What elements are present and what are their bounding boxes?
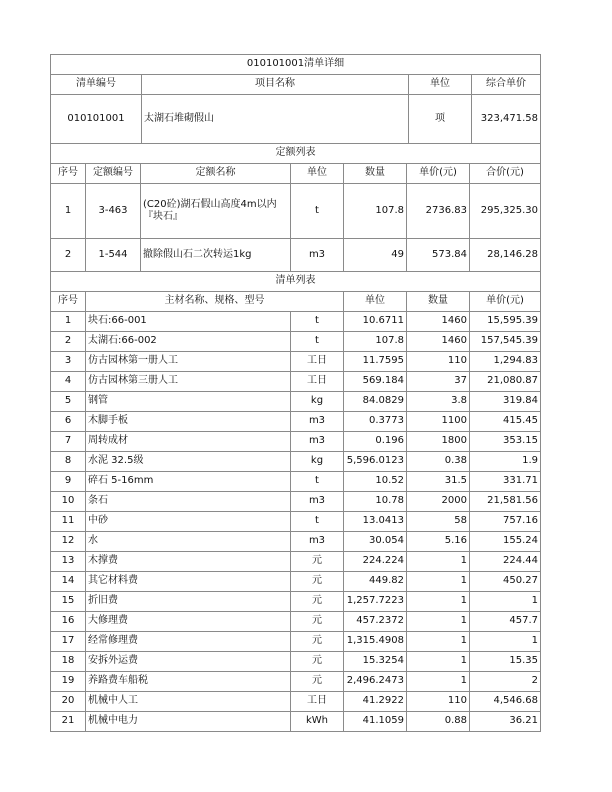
quota-name: (C20砼)湖石假山高度4m以内『块石』: [141, 184, 291, 239]
detail-table: [50, 163, 541, 732]
material-qty: 457.2372: [344, 612, 407, 632]
material-total: 15,595.39: [470, 312, 541, 332]
material-no: 8: [51, 452, 86, 472]
quota-unit: m3: [291, 239, 344, 272]
material-row: [51, 592, 541, 612]
quota-total: 28,146.28: [470, 239, 541, 272]
material-total: 21,581.56: [470, 492, 541, 512]
material-unit: 工日: [291, 352, 344, 372]
material-total: 319.84: [470, 392, 541, 412]
quota-section-title: 定额列表: [51, 144, 541, 164]
material-price: 1800: [407, 432, 470, 452]
material-price: 1460: [407, 332, 470, 352]
material-name: 养路费车船税: [86, 672, 291, 692]
material-name: 木撑费: [86, 552, 291, 572]
material-row: [51, 412, 541, 432]
material-qty: 1,257.7223: [344, 592, 407, 612]
material-col-name: 主材名称、规格、型号: [86, 292, 344, 312]
material-name: 仿古园林第一册人工: [86, 352, 291, 372]
material-row: [51, 692, 541, 712]
material-total: 415.45: [470, 412, 541, 432]
item-unit: 项: [409, 95, 472, 144]
material-col-price: 单价(元): [470, 292, 541, 312]
material-no: 11: [51, 512, 86, 532]
material-price: 1100: [407, 412, 470, 432]
material-name: 机械中电力: [86, 712, 291, 732]
material-name: 仿古园林第三册人工: [86, 372, 291, 392]
material-unit: t: [291, 512, 344, 532]
item-summary-table: [50, 54, 541, 164]
material-name: 折旧费: [86, 592, 291, 612]
material-name: 水泥 32.5级: [86, 452, 291, 472]
material-price: 3.8: [407, 392, 470, 412]
material-unit: kg: [291, 392, 344, 412]
material-row: [51, 512, 541, 532]
quota-row: [51, 184, 541, 239]
material-qty: 84.0829: [344, 392, 407, 412]
material-no: 13: [51, 552, 86, 572]
material-price: 1: [407, 592, 470, 612]
material-total: 450.27: [470, 572, 541, 592]
quota-col-code: 定额编号: [86, 164, 141, 184]
material-row: [51, 492, 541, 512]
material-name: 周转成材: [86, 432, 291, 452]
material-unit: m3: [291, 432, 344, 452]
material-price: 2000: [407, 492, 470, 512]
material-total: 331.71: [470, 472, 541, 492]
material-qty: 0.3773: [344, 412, 407, 432]
material-unit: 元: [291, 592, 344, 612]
material-total: 353.15: [470, 432, 541, 452]
material-unit: 元: [291, 612, 344, 632]
material-name: 大修理费: [86, 612, 291, 632]
quota-col-no: 序号: [51, 164, 86, 184]
material-price: 58: [407, 512, 470, 532]
quota-unit: t: [291, 184, 344, 239]
material-total: 757.16: [470, 512, 541, 532]
material-unit: 元: [291, 552, 344, 572]
material-qty: 5,596.0123: [344, 452, 407, 472]
col-header-name: 项目名称: [142, 75, 409, 95]
material-unit: 元: [291, 652, 344, 672]
material-price: 1: [407, 552, 470, 572]
material-table: [51, 272, 541, 732]
material-unit: 元: [291, 672, 344, 692]
quota-col-price: 单价(元): [407, 164, 470, 184]
material-row: [51, 432, 541, 452]
material-price: 1: [407, 612, 470, 632]
material-row: [51, 312, 541, 332]
quota-col-qty: 数量: [344, 164, 407, 184]
material-total: 224.44: [470, 552, 541, 572]
material-price: 1: [407, 572, 470, 592]
material-no: 20: [51, 692, 86, 712]
material-price: 1: [407, 672, 470, 692]
material-no: 5: [51, 392, 86, 412]
quota-code: 1-544: [86, 239, 141, 272]
material-col-no: 序号: [51, 292, 86, 312]
material-name: 块石:66-001: [86, 312, 291, 332]
material-price: 110: [407, 692, 470, 712]
material-col-unit: 单位: [344, 292, 407, 312]
material-no: 9: [51, 472, 86, 492]
material-no: 18: [51, 652, 86, 672]
material-header-row: [51, 292, 541, 312]
material-unit: t: [291, 332, 344, 352]
material-name: 中砂: [86, 512, 291, 532]
material-price: 1: [407, 652, 470, 672]
col-header-unit: 单位: [409, 75, 472, 95]
material-qty: 11.7595: [344, 352, 407, 372]
material-qty: 41.2922: [344, 692, 407, 712]
material-row: [51, 552, 541, 572]
material-no: 14: [51, 572, 86, 592]
material-unit: 元: [291, 632, 344, 652]
material-qty: 10.6711: [344, 312, 407, 332]
material-total: 457.7: [470, 612, 541, 632]
quota-total: 295,325.30: [470, 184, 541, 239]
col-header-code: 清单编号: [51, 75, 142, 95]
material-name: 经常修理费: [86, 632, 291, 652]
material-row: [51, 372, 541, 392]
material-qty: 10.78: [344, 492, 407, 512]
material-qty: 30.054: [344, 532, 407, 552]
quota-col-name: 定额名称: [141, 164, 291, 184]
quota-price: 573.84: [407, 239, 470, 272]
material-unit: 工日: [291, 692, 344, 712]
quota-no: 1: [51, 184, 86, 239]
material-row: [51, 572, 541, 592]
material-total: 155.24: [470, 532, 541, 552]
material-row: [51, 632, 541, 652]
quota-price: 2736.83: [407, 184, 470, 239]
material-qty: 15.3254: [344, 652, 407, 672]
material-no: 12: [51, 532, 86, 552]
quota-table: [51, 164, 541, 272]
material-total: 1,294.83: [470, 352, 541, 372]
material-total: 15.35: [470, 652, 541, 672]
material-name: 机械中人工: [86, 692, 291, 712]
material-no: 21: [51, 712, 86, 732]
material-total: 157,545.39: [470, 332, 541, 352]
material-row: [51, 532, 541, 552]
quota-name: 撤除假山石二次转运1kg: [141, 239, 291, 272]
material-row: [51, 712, 541, 732]
material-qty: 449.82: [344, 572, 407, 592]
material-name: 碎石 5-16mm: [86, 472, 291, 492]
material-qty: 10.52: [344, 472, 407, 492]
material-no: 2: [51, 332, 86, 352]
material-no: 15: [51, 592, 86, 612]
material-total: 1: [470, 592, 541, 612]
material-no: 6: [51, 412, 86, 432]
material-unit: t: [291, 472, 344, 492]
material-no: 1: [51, 312, 86, 332]
material-row: [51, 472, 541, 492]
material-name: 水: [86, 532, 291, 552]
material-qty: 107.8: [344, 332, 407, 352]
material-section-title: 清单列表: [51, 272, 541, 292]
material-unit: kg: [291, 452, 344, 472]
quota-header-row: [51, 164, 541, 184]
material-name: 钢管: [86, 392, 291, 412]
col-header-price: 综合单价: [472, 75, 541, 95]
material-qty: 1,315.4908: [344, 632, 407, 652]
material-unit: m3: [291, 492, 344, 512]
item-code: 010101001: [51, 95, 142, 144]
material-unit: m3: [291, 412, 344, 432]
quota-col-unit: 单位: [291, 164, 344, 184]
material-row: [51, 392, 541, 412]
material-row: [51, 652, 541, 672]
quota-col-total: 合价(元): [470, 164, 541, 184]
material-name: 条石: [86, 492, 291, 512]
material-qty: 2,496.2473: [344, 672, 407, 692]
item-price: 323,471.58: [472, 95, 541, 144]
material-name: 其它材料费: [86, 572, 291, 592]
material-no: 17: [51, 632, 86, 652]
material-name: 安拆外运费: [86, 652, 291, 672]
material-qty: 41.1059: [344, 712, 407, 732]
page-title: 010101001清单详细: [51, 55, 541, 75]
material-row: [51, 612, 541, 632]
quota-code: 3-463: [86, 184, 141, 239]
material-col-qty: 数量: [407, 292, 470, 312]
material-unit: kWh: [291, 712, 344, 732]
material-price: 0.88: [407, 712, 470, 732]
material-no: 7: [51, 432, 86, 452]
material-price: 31.5: [407, 472, 470, 492]
material-row: [51, 672, 541, 692]
item-name: 太湖石堆砌假山: [142, 95, 409, 144]
material-total: 36.21: [470, 712, 541, 732]
quota-qty: 49: [344, 239, 407, 272]
quota-row: [51, 239, 541, 272]
quota-qty: 107.8: [344, 184, 407, 239]
material-total: 1.9: [470, 452, 541, 472]
material-qty: 569.184: [344, 372, 407, 392]
material-name: 太湖石:66-002: [86, 332, 291, 352]
material-total: 4,546.68: [470, 692, 541, 712]
material-qty: 224.224: [344, 552, 407, 572]
material-price: 0.38: [407, 452, 470, 472]
material-total: 2: [470, 672, 541, 692]
material-unit: t: [291, 312, 344, 332]
material-row: [51, 332, 541, 352]
quota-no: 2: [51, 239, 86, 272]
material-unit: 工日: [291, 372, 344, 392]
material-unit: m3: [291, 532, 344, 552]
material-qty: 0.196: [344, 432, 407, 452]
material-total: 21,080.87: [470, 372, 541, 392]
material-unit: 元: [291, 572, 344, 592]
material-total: 1: [470, 632, 541, 652]
material-price: 1: [407, 632, 470, 652]
material-price: 5.16: [407, 532, 470, 552]
material-no: 4: [51, 372, 86, 392]
material-qty: 13.0413: [344, 512, 407, 532]
material-price: 37: [407, 372, 470, 392]
material-name: 木脚手板: [86, 412, 291, 432]
material-no: 3: [51, 352, 86, 372]
material-price: 110: [407, 352, 470, 372]
material-row: [51, 452, 541, 472]
material-no: 16: [51, 612, 86, 632]
material-row: [51, 352, 541, 372]
material-price: 1460: [407, 312, 470, 332]
material-no: 10: [51, 492, 86, 512]
material-no: 19: [51, 672, 86, 692]
